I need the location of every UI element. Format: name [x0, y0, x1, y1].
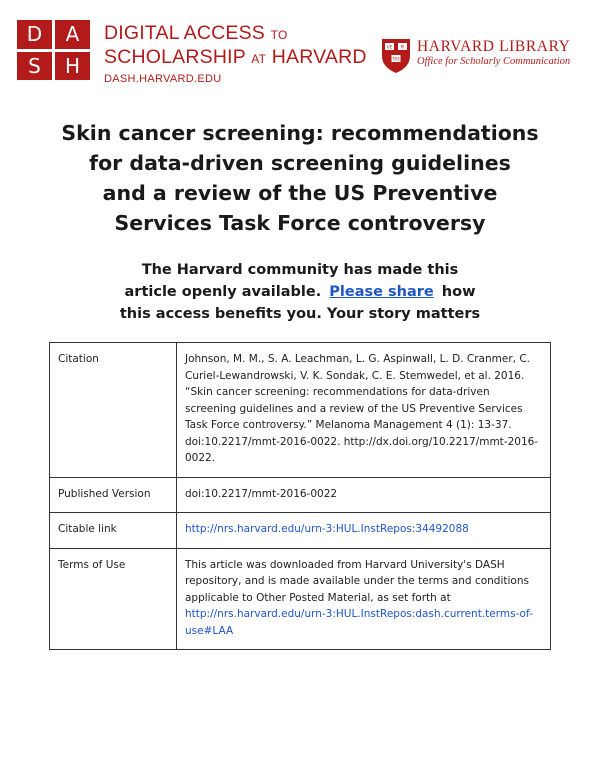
dash-line2-end: HARVARD [271, 46, 367, 68]
citable-link-label: Citable link [50, 513, 177, 549]
citation-label: Citation [50, 343, 177, 478]
citable-link-cell [177, 513, 551, 549]
dash-wordmark [104, 22, 367, 87]
dash-logo-letter: D [17, 20, 52, 49]
dash-logo-letter: S [17, 52, 52, 81]
terms-of-use-cell [177, 548, 551, 650]
dash-line1-small: TO [270, 28, 288, 42]
harvard-library-wordmark [417, 38, 570, 69]
community-message [40, 259, 560, 325]
dash-line2-small: AT [251, 52, 267, 66]
dash-title-line2 [104, 46, 367, 70]
shield-letters-1: VE [386, 44, 393, 50]
table-row-terms-of-use [50, 548, 551, 650]
table-row-published-version [50, 477, 551, 513]
terms-of-use-link[interactable]: http://nrs.harvard.edu/urn-3:HUL.InstRepos:dash.current.terms-of-use#LAA [185, 608, 533, 637]
article-title: Skin cancer screening: recommendations for data-driven screening guidelines and a review of the US Preventive Services Task Force controversy [61, 121, 539, 235]
dash-logo-letter: H [55, 52, 90, 81]
table-row-citation [50, 343, 551, 478]
harvard-library-subtitle: Office for Scholarly Communication [417, 56, 571, 67]
dash-title-line1 [104, 22, 367, 46]
dash-logo-letter: A [55, 20, 90, 49]
terms-of-use-label: Terms of Use [50, 548, 177, 650]
community-line2-before: article openly available. [124, 284, 322, 300]
terms-of-use-text: This article was downloaded from Harvard University's DASH repository, and is made available under the terms and conditions applicable to Other Posted Material, as set forth at [185, 558, 529, 604]
metadata-table [49, 342, 551, 650]
dash-url-link[interactable]: DASH.HARVARD.EDU [104, 73, 222, 85]
published-version-label: Published Version [50, 477, 177, 513]
dash-line1-main: DIGITAL ACCESS [104, 22, 266, 44]
citation-text: Johnson, M. M., S. A. Leachman, L. G. Aspinwall, L. D. Cranmer, C. Curiel-Lewandrowski, V. K. Sondak, C. E. Stemwedel, et al. 2016. “Skin cancer screening: recommendations for data-driven screening guidelines and a review of the US Preventive Services Task Force controversy.” Melanoma Management 4 (1): 13-37. doi:10.2217/mmt-2016-0022. http://dx.doi.org/10.2217/mmt-2016-0022. [177, 343, 551, 478]
table-row-citable-link [50, 513, 551, 549]
shield-letters-3: TAS [392, 56, 400, 62]
dash-logo [17, 20, 90, 80]
please-share-link[interactable]: Please share [329, 284, 434, 300]
dash-line2-main: SCHOLARSHIP [104, 46, 246, 68]
community-line1: The Harvard community has made this [141, 262, 459, 278]
shield-letters-2: RI [400, 44, 405, 50]
published-version-value: doi:10.2217/mmt-2016-0022 [177, 477, 551, 513]
community-line3: this access benefits you. Your story matters [119, 306, 481, 322]
harvard-shield-icon [381, 38, 411, 74]
harvard-library-title: HARVARD LIBRARY [417, 38, 571, 55]
citable-link[interactable]: http://nrs.harvard.edu/urn-3:HUL.InstRepos:34492088 [185, 523, 469, 535]
community-line2-after: how [441, 284, 476, 300]
community-line2 [40, 281, 560, 303]
